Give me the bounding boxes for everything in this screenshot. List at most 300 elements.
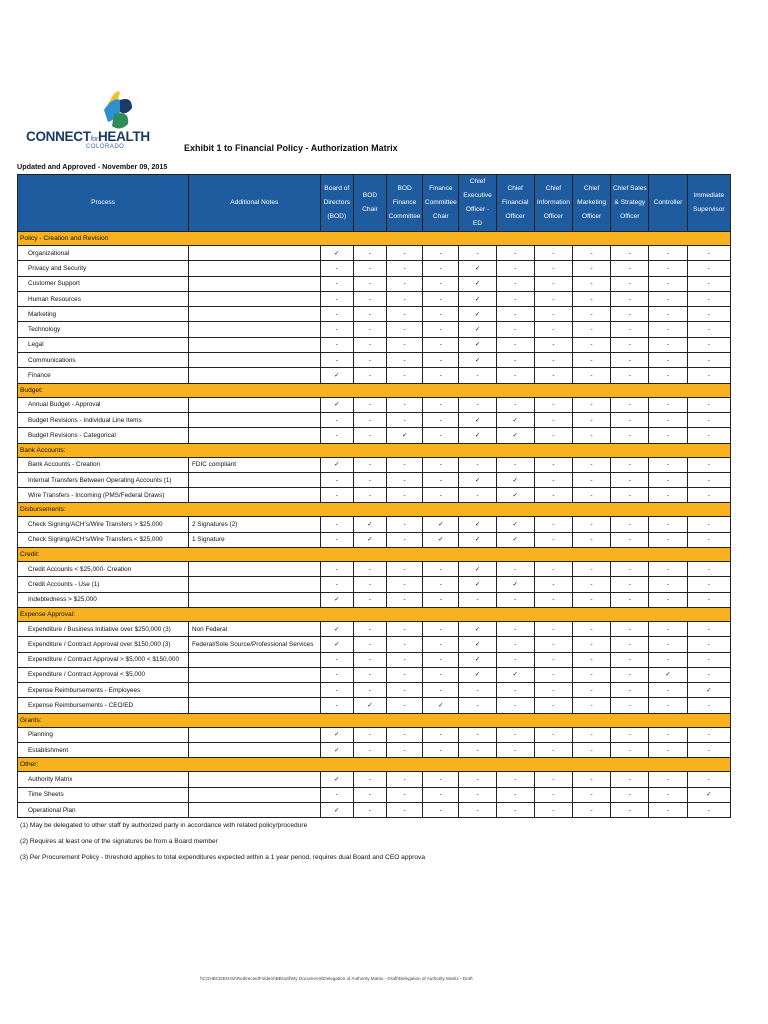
dash-cell: - xyxy=(496,397,534,412)
dash-cell: - xyxy=(387,412,423,427)
checkmark-cell: ✓ xyxy=(459,562,496,577)
process-cell: Indebtedness > $25,000 xyxy=(18,592,189,607)
dash-cell: - xyxy=(534,337,572,352)
dash-cell: - xyxy=(496,787,534,802)
dash-cell: - xyxy=(573,743,611,758)
footnote-2: (2) Requires at least one of the signatures be from a Board member xyxy=(20,838,218,845)
section-title: Budget: xyxy=(18,383,731,397)
dash-cell: - xyxy=(573,652,611,667)
checkmark-cell: ✓ xyxy=(459,637,496,652)
dash-cell: - xyxy=(687,368,730,383)
dash-cell: - xyxy=(320,787,353,802)
checkmark-cell: ✓ xyxy=(459,428,496,443)
checkmark-cell: ✓ xyxy=(320,457,353,472)
dash-cell: - xyxy=(353,246,386,261)
dash-cell: - xyxy=(611,637,649,652)
dash-cell: - xyxy=(496,592,534,607)
dash-cell: - xyxy=(496,562,534,577)
process-cell: Time Sheets xyxy=(18,787,189,802)
dash-cell: - xyxy=(611,276,649,291)
dash-cell: - xyxy=(534,246,572,261)
dash-cell: - xyxy=(534,428,572,443)
column-header: BOD Finance Committee xyxy=(387,175,423,232)
dash-cell: - xyxy=(649,532,687,547)
table-row xyxy=(18,667,731,682)
dash-cell: - xyxy=(496,683,534,698)
dash-cell: - xyxy=(320,428,353,443)
notes-cell xyxy=(188,667,320,682)
checkmark-cell: ✓ xyxy=(320,743,353,758)
dash-cell: - xyxy=(611,337,649,352)
dash-cell: - xyxy=(649,368,687,383)
dash-cell: - xyxy=(534,412,572,427)
notes-cell xyxy=(188,246,320,261)
dash-cell: - xyxy=(687,307,730,322)
dash-cell: - xyxy=(534,291,572,306)
table-row xyxy=(18,802,731,817)
table-row xyxy=(18,457,731,472)
dash-cell: - xyxy=(496,802,534,817)
dash-cell: - xyxy=(459,457,496,472)
section-row xyxy=(18,383,731,397)
dash-cell: - xyxy=(534,261,572,276)
notes-cell xyxy=(188,337,320,352)
dash-cell: - xyxy=(649,261,687,276)
dash-cell: - xyxy=(387,488,423,503)
dash-cell: - xyxy=(320,412,353,427)
table-row xyxy=(18,562,731,577)
dash-cell: - xyxy=(573,276,611,291)
process-cell: Annual Budget - Approval xyxy=(18,397,189,412)
dash-cell: - xyxy=(649,307,687,322)
process-cell: Expenditure / Contract Approval over $150,000 (3) xyxy=(18,637,189,652)
dash-cell: - xyxy=(423,397,459,412)
checkmark-cell: ✓ xyxy=(353,517,386,532)
dash-cell: - xyxy=(687,412,730,427)
checkmark-cell: ✓ xyxy=(353,532,386,547)
process-cell: Budget Revisions - Categorical xyxy=(18,428,189,443)
dash-cell: - xyxy=(687,743,730,758)
table-row xyxy=(18,772,731,787)
dash-cell: - xyxy=(649,787,687,802)
dash-cell: - xyxy=(423,743,459,758)
checkmark-cell: ✓ xyxy=(459,472,496,487)
notes-cell xyxy=(188,698,320,713)
dash-cell: - xyxy=(353,261,386,276)
process-cell: Technology xyxy=(18,322,189,337)
dash-cell: - xyxy=(687,428,730,443)
notes-cell xyxy=(188,428,320,443)
dash-cell: - xyxy=(687,802,730,817)
dash-cell: - xyxy=(534,307,572,322)
dash-cell: - xyxy=(423,562,459,577)
process-cell: Expenditure / Contract Approval < $5,000 xyxy=(18,667,189,682)
notes-cell xyxy=(188,787,320,802)
dash-cell: - xyxy=(423,353,459,368)
table-row xyxy=(18,727,731,742)
section-row xyxy=(18,503,731,517)
dash-cell: - xyxy=(353,307,386,322)
checkmark-cell: ✓ xyxy=(320,246,353,261)
dash-cell: - xyxy=(387,457,423,472)
dash-cell: - xyxy=(611,532,649,547)
process-cell: Credit Accounts < $25,000- Creation xyxy=(18,562,189,577)
checkmark-cell: ✓ xyxy=(496,667,534,682)
table-row xyxy=(18,353,731,368)
dash-cell: - xyxy=(496,261,534,276)
dash-cell: - xyxy=(320,652,353,667)
dash-cell: - xyxy=(687,472,730,487)
table-row xyxy=(18,743,731,758)
dash-cell: - xyxy=(353,772,386,787)
dash-cell: - xyxy=(353,562,386,577)
section-title: Other: xyxy=(18,758,731,772)
dash-cell: - xyxy=(573,532,611,547)
dash-cell: - xyxy=(320,683,353,698)
notes-cell xyxy=(188,472,320,487)
notes-cell xyxy=(188,322,320,337)
dash-cell: - xyxy=(423,246,459,261)
dash-cell: - xyxy=(423,667,459,682)
dash-cell: - xyxy=(649,772,687,787)
dash-cell: - xyxy=(573,291,611,306)
dash-cell: - xyxy=(496,652,534,667)
checkmark-cell: ✓ xyxy=(320,772,353,787)
dash-cell: - xyxy=(649,652,687,667)
dash-cell: - xyxy=(423,488,459,503)
dash-cell: - xyxy=(687,397,730,412)
notes-cell xyxy=(188,802,320,817)
table-row xyxy=(18,787,731,802)
dash-cell: - xyxy=(687,532,730,547)
checkmark-cell: ✓ xyxy=(459,652,496,667)
section-row xyxy=(18,713,731,727)
dash-cell: - xyxy=(387,772,423,787)
logo-word-for: for xyxy=(90,136,98,143)
dash-cell: - xyxy=(573,246,611,261)
checkmark-cell: ✓ xyxy=(459,291,496,306)
dash-cell: - xyxy=(353,457,386,472)
dash-cell: - xyxy=(320,517,353,532)
table-row xyxy=(18,397,731,412)
process-cell: Organizational xyxy=(18,246,189,261)
dash-cell: - xyxy=(611,683,649,698)
dash-cell: - xyxy=(611,428,649,443)
dash-cell: - xyxy=(573,472,611,487)
table-row xyxy=(18,428,731,443)
dash-cell: - xyxy=(611,261,649,276)
checkmark-cell: ✓ xyxy=(459,532,496,547)
dash-cell: - xyxy=(649,577,687,592)
dash-cell: - xyxy=(573,307,611,322)
dash-cell: - xyxy=(459,787,496,802)
dash-cell: - xyxy=(573,322,611,337)
dash-cell: - xyxy=(353,683,386,698)
document-title: Exhibit 1 to Financial Policy - Authorization Matrix xyxy=(184,143,398,153)
footnote-1: (1) May be delegated to other staff by authorized party in accordance with related policy/procedure xyxy=(20,822,308,829)
dash-cell: - xyxy=(387,727,423,742)
dash-cell: - xyxy=(573,397,611,412)
dash-cell: - xyxy=(573,261,611,276)
dash-cell: - xyxy=(423,457,459,472)
dash-cell: - xyxy=(320,667,353,682)
checkmark-cell: ✓ xyxy=(353,698,386,713)
section-row xyxy=(18,548,731,562)
dash-cell: - xyxy=(423,621,459,636)
table-row xyxy=(18,322,731,337)
checkmark-cell: ✓ xyxy=(320,368,353,383)
notes-cell xyxy=(188,727,320,742)
notes-cell xyxy=(188,291,320,306)
notes-cell xyxy=(188,577,320,592)
dash-cell: - xyxy=(353,291,386,306)
checkmark-cell: ✓ xyxy=(687,683,730,698)
logo-word-health: HEALTH xyxy=(97,129,150,144)
dash-cell: - xyxy=(534,472,572,487)
process-cell: Check Signing/ACH's/Wire Transfers > $25,000 xyxy=(18,517,189,532)
table-row xyxy=(18,621,731,636)
dash-cell: - xyxy=(534,787,572,802)
table-row xyxy=(18,412,731,427)
dash-cell: - xyxy=(423,652,459,667)
process-cell: Authority Matrix xyxy=(18,772,189,787)
dash-cell: - xyxy=(687,291,730,306)
process-cell: Planning xyxy=(18,727,189,742)
process-cell: Budget Revisions - Individual Line Items xyxy=(18,412,189,427)
dash-cell: - xyxy=(687,517,730,532)
notes-cell xyxy=(188,412,320,427)
checkmark-cell: ✓ xyxy=(423,698,459,713)
dash-cell: - xyxy=(687,562,730,577)
dash-cell: - xyxy=(649,562,687,577)
dash-cell: - xyxy=(534,698,572,713)
section-title: Credit: xyxy=(18,548,731,562)
process-cell: Internal Transfers Between Operating Accounts (1) xyxy=(18,472,189,487)
dash-cell: - xyxy=(423,337,459,352)
dash-cell: - xyxy=(534,488,572,503)
dash-cell: - xyxy=(687,322,730,337)
dash-cell: - xyxy=(320,562,353,577)
dash-cell: - xyxy=(611,307,649,322)
dash-cell: - xyxy=(611,368,649,383)
footnote-3: (3) Per Procurement Policy - threshold applies to total expenditures expected within a 1 year period, requires dual Board and CEO approva xyxy=(20,854,426,861)
dash-cell: - xyxy=(353,652,386,667)
dash-cell: - xyxy=(573,368,611,383)
dash-cell: - xyxy=(320,261,353,276)
dash-cell: - xyxy=(573,517,611,532)
table-row xyxy=(18,291,731,306)
dash-cell: - xyxy=(649,637,687,652)
checkmark-cell: ✓ xyxy=(459,307,496,322)
column-header: BOD Chair xyxy=(353,175,386,232)
dash-cell: - xyxy=(573,353,611,368)
dash-cell: - xyxy=(611,397,649,412)
dash-cell: - xyxy=(353,428,386,443)
checkmark-cell: ✓ xyxy=(687,787,730,802)
section-title: Disbursements: xyxy=(18,503,731,517)
dash-cell: - xyxy=(573,772,611,787)
dash-cell: - xyxy=(387,652,423,667)
dash-cell: - xyxy=(687,488,730,503)
dash-cell: - xyxy=(687,698,730,713)
dash-cell: - xyxy=(534,353,572,368)
table-row xyxy=(18,652,731,667)
dash-cell: - xyxy=(687,457,730,472)
checkmark-cell: ✓ xyxy=(459,667,496,682)
notes-cell xyxy=(188,276,320,291)
column-header: Controller xyxy=(649,175,687,232)
logo-leaf-green xyxy=(112,113,128,128)
checkmark-cell: ✓ xyxy=(459,577,496,592)
dash-cell: - xyxy=(649,353,687,368)
table-row xyxy=(18,276,731,291)
dash-cell: - xyxy=(320,532,353,547)
column-header: Chief Financial Officer xyxy=(496,175,534,232)
dash-cell: - xyxy=(387,337,423,352)
process-cell: Expense Reimbursements - Employees xyxy=(18,683,189,698)
dash-cell: - xyxy=(320,307,353,322)
dash-cell: - xyxy=(534,532,572,547)
dash-cell: - xyxy=(496,246,534,261)
dash-cell: - xyxy=(459,727,496,742)
notes-cell xyxy=(188,368,320,383)
dash-cell: - xyxy=(611,562,649,577)
notes-cell xyxy=(188,652,320,667)
section-title: Policy - Creation and Revision xyxy=(18,232,731,246)
checkmark-cell: ✓ xyxy=(459,261,496,276)
dash-cell: - xyxy=(387,683,423,698)
dash-cell: - xyxy=(496,743,534,758)
checkmark-cell: ✓ xyxy=(459,353,496,368)
process-cell: Check Signing/ACH's/Wire Transfers < $25,000 xyxy=(18,532,189,547)
dash-cell: - xyxy=(534,727,572,742)
table-row xyxy=(18,532,731,547)
dash-cell: - xyxy=(353,412,386,427)
dash-cell: - xyxy=(320,276,353,291)
notes-cell xyxy=(188,772,320,787)
dash-cell: - xyxy=(496,307,534,322)
table-row xyxy=(18,488,731,503)
dash-cell: - xyxy=(611,802,649,817)
process-cell: Operational Plan xyxy=(18,802,189,817)
notes-cell xyxy=(188,397,320,412)
column-header: Finance Committee Chair xyxy=(423,175,459,232)
column-header: Chief Marketing Officer xyxy=(573,175,611,232)
checkmark-cell: ✓ xyxy=(649,667,687,682)
dash-cell: - xyxy=(687,637,730,652)
dash-cell: - xyxy=(496,337,534,352)
dash-cell: - xyxy=(687,667,730,682)
table-row xyxy=(18,307,731,322)
dash-cell: - xyxy=(387,276,423,291)
dash-cell: - xyxy=(534,457,572,472)
dash-cell: - xyxy=(387,562,423,577)
notes-cell xyxy=(188,488,320,503)
dash-cell: - xyxy=(687,621,730,636)
dash-cell: - xyxy=(687,353,730,368)
dash-cell: - xyxy=(496,322,534,337)
dash-cell: - xyxy=(534,562,572,577)
dash-cell: - xyxy=(320,472,353,487)
section-row xyxy=(18,443,731,457)
dash-cell: - xyxy=(573,488,611,503)
table-row xyxy=(18,368,731,383)
dash-cell: - xyxy=(611,787,649,802)
dash-cell: - xyxy=(649,412,687,427)
dash-cell: - xyxy=(573,562,611,577)
dash-cell: - xyxy=(649,683,687,698)
dash-cell: - xyxy=(353,667,386,682)
dash-cell: - xyxy=(496,353,534,368)
dash-cell: - xyxy=(649,322,687,337)
process-cell: Marketing xyxy=(18,307,189,322)
dash-cell: - xyxy=(573,428,611,443)
dash-cell: - xyxy=(387,322,423,337)
dash-cell: - xyxy=(534,276,572,291)
logo-leaf-navy xyxy=(120,99,132,113)
dash-cell: - xyxy=(611,472,649,487)
dash-cell: - xyxy=(573,698,611,713)
checkmark-cell: ✓ xyxy=(387,428,423,443)
header-row xyxy=(18,175,731,232)
checkmark-cell: ✓ xyxy=(496,428,534,443)
table-row xyxy=(18,472,731,487)
dash-cell: - xyxy=(534,652,572,667)
checkmark-cell: ✓ xyxy=(320,802,353,817)
dash-cell: - xyxy=(353,337,386,352)
dash-cell: - xyxy=(534,322,572,337)
dash-cell: - xyxy=(649,246,687,261)
dash-cell: - xyxy=(573,592,611,607)
dash-cell: - xyxy=(573,667,611,682)
process-cell: Bank Accounts - Creation xyxy=(18,457,189,472)
process-cell: Finance xyxy=(18,368,189,383)
dash-cell: - xyxy=(353,802,386,817)
notes-cell xyxy=(188,353,320,368)
dash-cell: - xyxy=(534,802,572,817)
dash-cell: - xyxy=(573,621,611,636)
dash-cell: - xyxy=(534,368,572,383)
notes-cell xyxy=(188,743,320,758)
table-row xyxy=(18,246,731,261)
table-row xyxy=(18,261,731,276)
dash-cell: - xyxy=(534,397,572,412)
dash-cell: - xyxy=(423,683,459,698)
column-header: Immediate Supervisor xyxy=(687,175,730,232)
dash-cell: - xyxy=(611,743,649,758)
dash-cell: - xyxy=(387,246,423,261)
dash-cell: - xyxy=(387,307,423,322)
dash-cell: - xyxy=(534,743,572,758)
dash-cell: - xyxy=(611,577,649,592)
dash-cell: - xyxy=(649,276,687,291)
logo-subtext: COLORADO xyxy=(86,144,125,150)
dash-cell: - xyxy=(496,621,534,636)
dash-cell: - xyxy=(387,667,423,682)
section-title: Expense Approval: xyxy=(18,607,731,621)
process-cell: Expenditure / Contract Approval > $5,000 < $150,000 xyxy=(18,652,189,667)
dash-cell: - xyxy=(649,291,687,306)
process-cell: Establishment xyxy=(18,743,189,758)
dash-cell: - xyxy=(649,428,687,443)
dash-cell: - xyxy=(649,621,687,636)
dash-cell: - xyxy=(459,488,496,503)
checkmark-cell: ✓ xyxy=(496,412,534,427)
dash-cell: - xyxy=(387,592,423,607)
process-cell: Privacy and Security xyxy=(18,261,189,276)
process-cell: Expenditure / Business Initiative over $250,000 (3) xyxy=(18,621,189,636)
dash-cell: - xyxy=(387,472,423,487)
